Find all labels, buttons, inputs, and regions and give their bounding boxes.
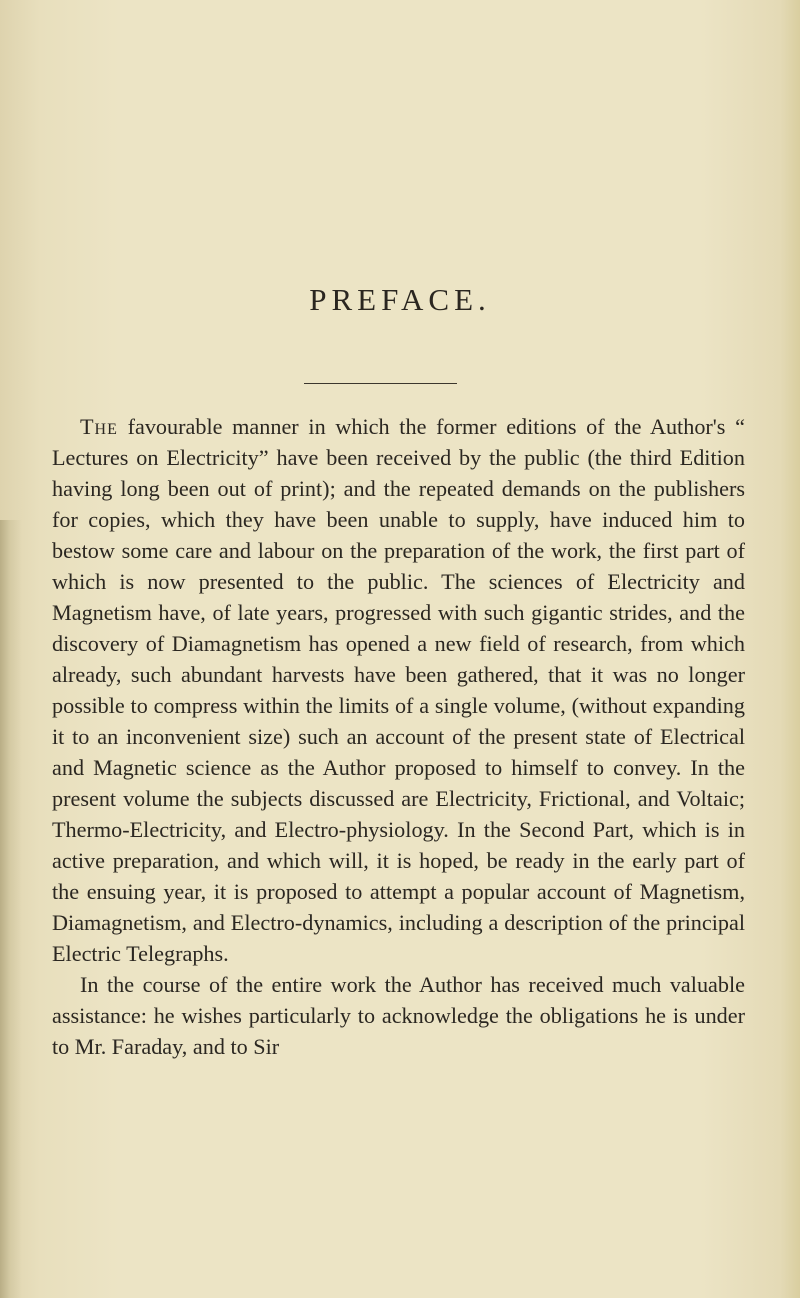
- paragraph-2: [52, 969, 745, 1062]
- page-heading: PREFACE.: [309, 282, 491, 317]
- preface-body: [52, 411, 745, 1062]
- paragraph-text: favourable manner in which the former editions of the Author's “ Lectures on Electricity” have been received by the public (the third Edition having long been out of print); and the repeated demands on the publishers for copies, which they have been unable to supply, have induced him to bestow some care and labour on the preparation of the work, the first part of which is now presented to the public. The sciences of Electricity and Magnetism have, of late years, progressed with such gigantic strides, and the discovery of Diamagnetism has opened a new field of research, from which already, such abundant harvests have been gathered, that it was no longer possible to compress within the limits of a single volume, (without expanding it to an inconvenient size) such an account of the present state of Electrical and Magnetic science as the Author proposed to himself to convey. In the present volume the subjects discussed are Electricity, Frictional, and Voltaic; Thermo-Electricity, and Electro-physiology. In the Second Part, which is in active preparation, and which will, it is hoped, be ready in the early part of the ensuing year, it is proposed to attempt a popular account of Magnetism, Diamagnetism, and Electro-dynamics, including a description of the principal Electric Telegraphs.: [52, 414, 745, 966]
- heading-rule: [304, 383, 457, 384]
- paragraph-lead: The: [80, 414, 118, 439]
- page-edge-shadow: [0, 520, 22, 1298]
- paragraph-text: In the course of the entire work the Author has received much valuable assistance: he wishes particularly to acknowledge the obligations he is under to Mr. Faraday, and to Sir: [52, 972, 745, 1059]
- paragraph-1: [52, 411, 745, 969]
